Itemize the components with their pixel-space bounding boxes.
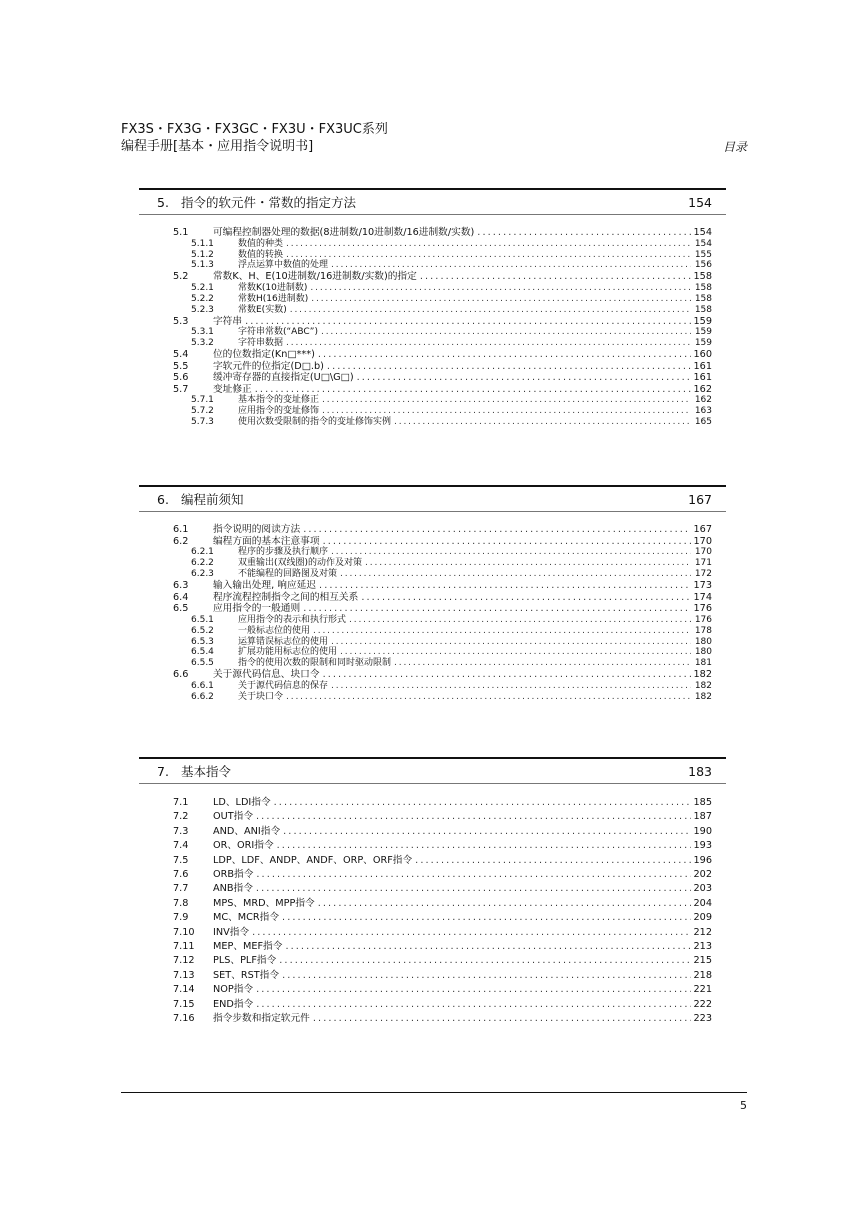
entry-page: 204	[693, 897, 712, 909]
entry-page: 182	[694, 680, 712, 691]
toc-entry[interactable]	[139, 372, 726, 384]
entry-number: 7.15	[173, 998, 195, 1010]
dot-leader	[318, 349, 691, 361]
section-heading[interactable]	[139, 485, 726, 512]
entry-number: 5.2.2	[191, 293, 214, 304]
entry-title: 关于块口令	[238, 691, 284, 702]
dot-leader	[282, 911, 690, 925]
dot-leader	[286, 692, 691, 703]
entry-number: 7.5	[173, 854, 189, 866]
dot-leader	[277, 839, 691, 853]
entry-number: 5.6	[173, 372, 189, 384]
series-title: FX3S・FX3G・FX3GC・FX3U・FX3UC系列	[121, 122, 388, 137]
dot-leader	[313, 1012, 691, 1026]
entry-page: 159	[694, 327, 712, 338]
entry-page: 170	[693, 535, 712, 547]
toc-entry[interactable]	[139, 658, 726, 669]
entry-title: 应用指令的一般通则	[213, 603, 301, 615]
entry-page: 154	[693, 227, 712, 238]
toc-entry[interactable]	[139, 681, 726, 692]
entry-number: 7.7	[173, 883, 189, 895]
entry-number: 6.5.3	[191, 636, 214, 647]
entry-title: MEP、MEF指令	[213, 941, 283, 953]
entry-number: 5.7.3	[191, 417, 214, 428]
entry-page: 159	[694, 338, 712, 349]
toc-entry[interactable]	[139, 260, 726, 271]
entry-title: 输入输出处理, 响应延迟	[213, 579, 317, 591]
dot-leader	[322, 406, 691, 417]
entry-page: 223	[693, 1013, 712, 1025]
dot-leader	[256, 810, 690, 824]
entry-title: 字软元件的位指定(D□.b)	[213, 360, 324, 372]
toc-entry[interactable]	[139, 384, 726, 396]
entry-title: 基本指令的变址修正	[238, 395, 320, 406]
page-number: 5	[740, 1099, 747, 1112]
entry-page: 156	[694, 260, 712, 271]
entry-title: AND、ANI指令	[213, 825, 281, 837]
entry-number: 6.4	[173, 591, 189, 603]
toc-entry[interactable]	[139, 524, 726, 536]
toc-entry[interactable]	[139, 969, 726, 983]
toc-entry[interactable]	[139, 796, 726, 810]
entry-number: 5.1.1	[191, 238, 214, 249]
entry-title: END指令	[213, 998, 254, 1010]
entry-page: 167	[693, 524, 712, 535]
toc-entry[interactable]	[139, 547, 726, 558]
entry-title: 运算错误标志位的使用	[238, 636, 329, 647]
section-page: 167	[688, 491, 712, 507]
entry-title: NOP指令	[213, 984, 254, 996]
entry-number: 7.14	[173, 984, 195, 996]
toc-entry[interactable]	[139, 825, 726, 839]
dot-leader	[256, 868, 690, 882]
toc-entry[interactable]	[139, 810, 726, 824]
entry-page: 165	[694, 417, 712, 428]
entry-page: 187	[693, 811, 712, 823]
toc-entry[interactable]	[139, 868, 726, 882]
entry-title: 应用指令的变址修饰	[238, 406, 320, 417]
entry-number: 6.6	[173, 669, 189, 681]
entry-title: 使用次数受限制的指令的变址修饰实例	[238, 417, 392, 428]
entry-page: 182	[694, 691, 712, 702]
dot-leader	[319, 580, 690, 592]
entry-title: PLS、PLF指令	[213, 955, 277, 967]
entry-number: 6.5	[173, 603, 189, 615]
section-number: 6.	[157, 492, 169, 507]
entry-page: 154	[694, 238, 712, 249]
dot-leader	[303, 603, 690, 615]
entry-page: 176	[693, 603, 712, 615]
entry-page: 158	[694, 282, 712, 293]
toc-entry[interactable]	[139, 637, 726, 648]
entry-page: 155	[694, 249, 712, 260]
toc-entry[interactable]	[139, 940, 726, 954]
dot-leader	[323, 669, 691, 681]
dot-leader	[327, 361, 691, 373]
entry-title: 数值的转换	[238, 249, 284, 260]
dot-leader	[477, 227, 690, 239]
entry-number: 6.2.2	[191, 558, 214, 569]
toc-entry[interactable]	[139, 592, 726, 604]
dot-leader	[361, 592, 690, 604]
entry-number: 7.4	[173, 840, 189, 852]
dot-leader	[303, 524, 690, 536]
dot-leader	[331, 637, 691, 648]
dot-leader	[415, 854, 690, 868]
toc-entry[interactable]	[139, 647, 726, 658]
dot-leader	[323, 536, 691, 548]
entry-page: 158	[694, 304, 712, 315]
entry-page: 212	[693, 926, 712, 938]
entry-number: 5.2	[173, 271, 189, 283]
dot-leader	[321, 327, 691, 338]
entry-number: 5.7.1	[191, 395, 214, 406]
toc-entry[interactable]	[139, 926, 726, 940]
toc-label: 目录	[722, 140, 747, 154]
toc-entry[interactable]	[139, 615, 726, 626]
entry-page: 173	[693, 579, 712, 591]
entry-title: 字符串	[213, 315, 243, 327]
dot-leader	[285, 940, 690, 954]
entry-page: 163	[694, 406, 712, 417]
toc-entry[interactable]	[139, 349, 726, 361]
section-heading-text	[157, 762, 231, 780]
toc-section-5	[139, 188, 726, 428]
entry-page: 218	[693, 969, 712, 981]
entry-title: 程序流程控制指令之间的相互关系	[213, 591, 359, 603]
entry-number: 7.10	[173, 926, 195, 938]
entry-title: 不能编程的回路图及对策	[238, 569, 338, 579]
toc-entry[interactable]	[139, 271, 726, 283]
dot-leader	[256, 882, 691, 896]
entry-title: 扩展功能用标志位的使用	[238, 647, 338, 658]
dot-leader	[286, 239, 691, 250]
entry-page: 202	[693, 869, 712, 881]
dot-leader	[331, 260, 691, 271]
toc-entry[interactable]	[139, 239, 726, 250]
entry-page: 213	[693, 941, 712, 953]
dot-leader	[357, 372, 691, 384]
toc-entry[interactable]	[139, 283, 726, 294]
entry-title: 常数H(16进制数)	[238, 293, 309, 304]
entry-title: 数值的种类	[238, 238, 284, 249]
footer-divider	[121, 1092, 747, 1093]
dot-leader	[286, 338, 691, 349]
entry-title: 浮点运算中数值的处理	[238, 260, 329, 271]
toc-entry[interactable]	[139, 669, 726, 681]
toc-entry[interactable]	[139, 954, 726, 968]
dot-leader	[252, 926, 690, 940]
entry-page: 161	[693, 372, 712, 384]
dot-leader	[311, 294, 691, 305]
toc-entry[interactable]	[139, 692, 726, 703]
entry-page: 190	[693, 825, 712, 837]
entry-number: 6.5.1	[191, 614, 214, 625]
section-number: 5.	[157, 195, 169, 210]
toc-entry[interactable]	[139, 327, 726, 338]
entry-page: 185	[693, 797, 712, 808]
toc-section-7	[139, 757, 726, 1027]
entry-number: 6.5.5	[191, 658, 214, 669]
toc-entry[interactable]	[139, 839, 726, 853]
entry-number: 6.6.1	[191, 680, 214, 691]
section-page: 154	[688, 194, 712, 210]
dot-leader	[290, 305, 691, 316]
entry-number: 6.5.2	[191, 625, 214, 636]
toc-entry[interactable]	[139, 603, 726, 615]
entry-number: 7.6	[173, 869, 189, 881]
dot-leader	[245, 316, 690, 328]
entry-title: 一般标志位的使用	[238, 625, 311, 636]
toc-entry[interactable]	[139, 361, 726, 373]
manual-title: 编程手册[基本・应用指令说明书]	[121, 139, 314, 154]
entry-page: 221	[693, 984, 712, 996]
toc-entry[interactable]	[139, 998, 726, 1012]
entry-number: 7.12	[173, 955, 195, 967]
entry-number: 7.1	[173, 797, 189, 808]
entry-page: 180	[694, 647, 712, 658]
entry-page: 162	[693, 383, 712, 395]
dot-leader	[394, 417, 691, 428]
entry-number: 5.7	[173, 383, 189, 395]
toc-section-6	[139, 485, 726, 703]
entry-title: 位的位数指定(Kn□***)	[213, 349, 315, 361]
section-title: 基本指令	[180, 764, 231, 779]
entry-number: 7.3	[173, 825, 189, 837]
section-heading[interactable]	[139, 188, 726, 215]
toc-entry[interactable]	[139, 227, 726, 239]
dot-leader	[255, 384, 691, 396]
document-header	[121, 121, 388, 155]
entry-page: 170	[694, 547, 712, 558]
entry-number: 5.2.1	[191, 282, 214, 293]
entry-number: 7.9	[173, 912, 189, 924]
entry-title: 变址修正	[213, 383, 252, 395]
dot-leader	[340, 569, 691, 580]
entry-title: 字符串数据	[238, 338, 284, 349]
entry-title: MPS、MRD、MPP指令	[213, 897, 315, 909]
entry-number: 6.2.3	[191, 569, 214, 579]
dot-leader	[274, 796, 691, 810]
entry-page: 181	[694, 658, 712, 669]
entry-title: 编程方面的基本注意事项	[213, 535, 320, 547]
dot-leader	[283, 825, 690, 839]
entry-number: 6.5.4	[191, 647, 214, 658]
entry-title: 常数K(10进制数)	[238, 282, 308, 293]
entry-page: 176	[694, 614, 712, 625]
entry-page: 159	[693, 315, 712, 327]
toc-entry[interactable]	[139, 558, 726, 569]
entry-page: 222	[693, 998, 712, 1010]
section-heading-text	[157, 193, 356, 211]
section-page: 183	[688, 763, 712, 779]
dot-leader	[310, 283, 691, 294]
entry-number: 6.3	[173, 579, 189, 591]
dot-leader	[331, 547, 691, 558]
entry-page: 160	[693, 349, 712, 361]
entry-number: 7.11	[173, 941, 195, 953]
entry-number: 7.2	[173, 811, 189, 823]
entry-number: 5.1.2	[191, 249, 214, 260]
toc-entry[interactable]	[139, 911, 726, 925]
entry-title: 字符串常数(“ABC”)	[238, 327, 318, 338]
entry-title: 缓冲寄存器的直接指定(U□\G□)	[213, 372, 354, 384]
entry-page: 178	[694, 625, 712, 636]
entry-page: 171	[694, 558, 712, 569]
entry-page: 203	[693, 883, 712, 895]
dot-leader	[256, 983, 690, 997]
entry-title: 关于源代码信息、块口令	[213, 669, 320, 681]
toc-entry[interactable]	[139, 626, 726, 637]
dot-leader	[279, 954, 690, 968]
dot-leader	[313, 626, 691, 637]
entry-number: 5.1	[173, 227, 189, 238]
toc-entry[interactable]	[139, 250, 726, 261]
dot-leader	[256, 998, 690, 1012]
entry-number: 7.8	[173, 897, 189, 909]
dot-leader	[365, 558, 691, 569]
section-title: 编程前须知	[180, 492, 244, 507]
entry-title: 指令步数和指定软元件	[213, 1013, 310, 1025]
entry-title: 应用指令的表示和执行形式	[238, 614, 347, 625]
toc-entry[interactable]	[139, 417, 726, 428]
toc-entry[interactable]	[139, 294, 726, 305]
entry-title: SET、RST指令	[213, 969, 280, 981]
toc-entry[interactable]	[139, 897, 726, 911]
entry-page: 158	[694, 293, 712, 304]
entry-title: INV指令	[213, 926, 250, 938]
entry-page: 209	[693, 912, 712, 924]
entry-page: 193	[693, 840, 712, 852]
entry-page: 196	[693, 854, 712, 866]
section-number: 7.	[157, 764, 169, 779]
entry-number: 5.2.3	[191, 304, 214, 315]
entry-page: 182	[693, 669, 712, 681]
entry-page: 172	[694, 569, 712, 579]
dot-leader	[286, 250, 691, 261]
entry-title: 指令的使用次数的限制和同时驱动限制	[238, 658, 392, 669]
section-heading[interactable]	[139, 757, 726, 784]
entry-title: 关于源代码信息的保存	[238, 680, 329, 691]
entry-page: 180	[694, 636, 712, 647]
dot-leader	[282, 969, 690, 983]
entry-page: 174	[693, 591, 712, 603]
entry-title: 程序的步骤及执行顺序	[238, 547, 329, 558]
dot-leader	[331, 681, 691, 692]
toc-entry[interactable]	[139, 338, 726, 349]
entry-title: LD、LDI指令	[213, 797, 271, 808]
entry-title: ORB指令	[213, 869, 254, 881]
entry-title: ANB指令	[213, 883, 253, 895]
dot-leader	[322, 395, 691, 406]
entry-page: 161	[693, 360, 712, 372]
toc-entry[interactable]	[139, 854, 726, 868]
entry-page: 162	[694, 395, 712, 406]
toc-entry[interactable]	[139, 395, 726, 406]
toc-entry[interactable]	[139, 316, 726, 328]
entry-title: 常数E(实数)	[238, 304, 287, 315]
toc-entry[interactable]	[139, 580, 726, 592]
dot-leader	[340, 647, 691, 658]
entry-number: 5.4	[173, 349, 189, 361]
dot-leader	[420, 271, 691, 283]
entry-number: 6.2.1	[191, 547, 214, 558]
section-heading-text	[157, 490, 243, 508]
entry-number: 5.1.3	[191, 260, 214, 271]
entry-title: 常数K、H、E(10进制数/16进制数/实数)的指定	[213, 271, 417, 283]
entry-title: OR、ORI指令	[213, 840, 274, 852]
toc-entry[interactable]	[139, 983, 726, 997]
entry-page: 158	[693, 271, 712, 283]
toc-entry[interactable]	[139, 569, 726, 580]
entry-number: 7.16	[173, 1013, 195, 1025]
entry-title: MC、MCR指令	[213, 912, 280, 924]
entry-title: 指令说明的阅读方法	[213, 524, 301, 535]
entry-number: 5.5	[173, 360, 189, 372]
toc-entries	[139, 796, 726, 1027]
dot-leader	[349, 615, 691, 626]
dot-leader	[318, 897, 691, 911]
entry-title: 双重输出(双线圈)的动作及对策	[238, 558, 363, 569]
entry-page: 215	[693, 955, 712, 967]
entry-title: 可编程控制器处理的数据(8进制数/10进制数/16进制数/实数)	[213, 227, 475, 238]
entry-number: 6.2	[173, 535, 189, 547]
section-title: 指令的软元件・常数的指定方法	[180, 195, 356, 210]
entry-number: 5.3	[173, 315, 189, 327]
entry-title: LDP、LDF、ANDP、ANDF、ORP、ORF指令	[213, 854, 413, 866]
toc-entries	[139, 524, 726, 703]
toc-entry[interactable]	[139, 536, 726, 548]
entry-title: OUT指令	[213, 811, 254, 823]
toc-entry[interactable]	[139, 406, 726, 417]
entry-number: 5.7.2	[191, 406, 214, 417]
toc-entry[interactable]	[139, 882, 726, 896]
entry-number: 6.1	[173, 524, 189, 535]
entry-number: 5.3.2	[191, 338, 214, 349]
toc-entry[interactable]	[139, 1012, 726, 1026]
entry-number: 5.3.1	[191, 327, 214, 338]
toc-entries	[139, 227, 726, 428]
entry-number: 7.13	[173, 969, 195, 981]
dot-leader	[394, 658, 691, 669]
entry-number: 6.6.2	[191, 691, 214, 702]
toc-entry[interactable]	[139, 305, 726, 316]
